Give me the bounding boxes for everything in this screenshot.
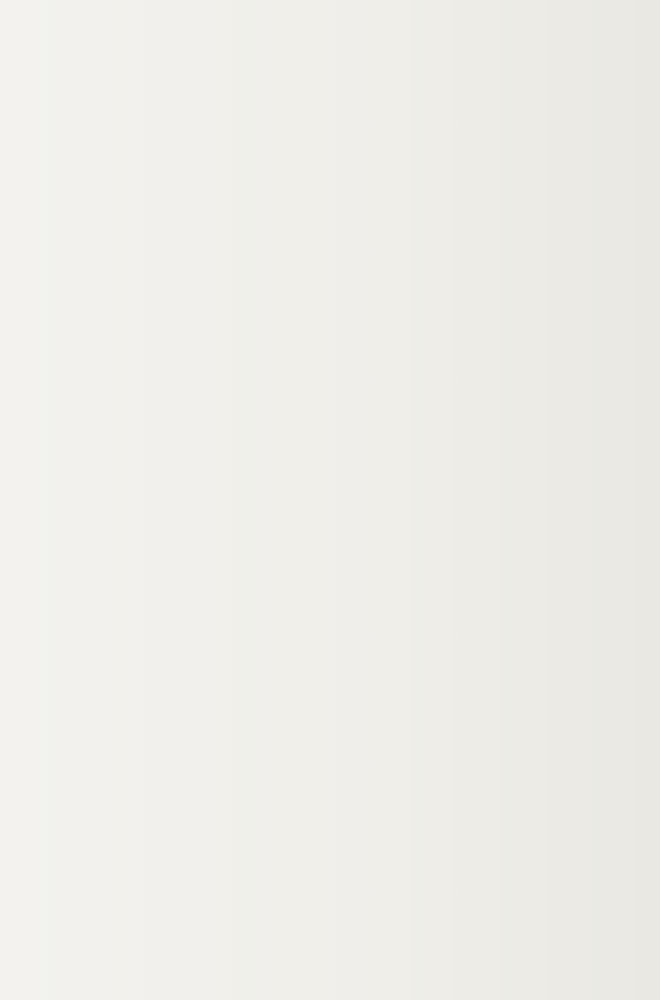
top-half xyxy=(48,62,608,434)
bottom-half xyxy=(48,472,608,912)
